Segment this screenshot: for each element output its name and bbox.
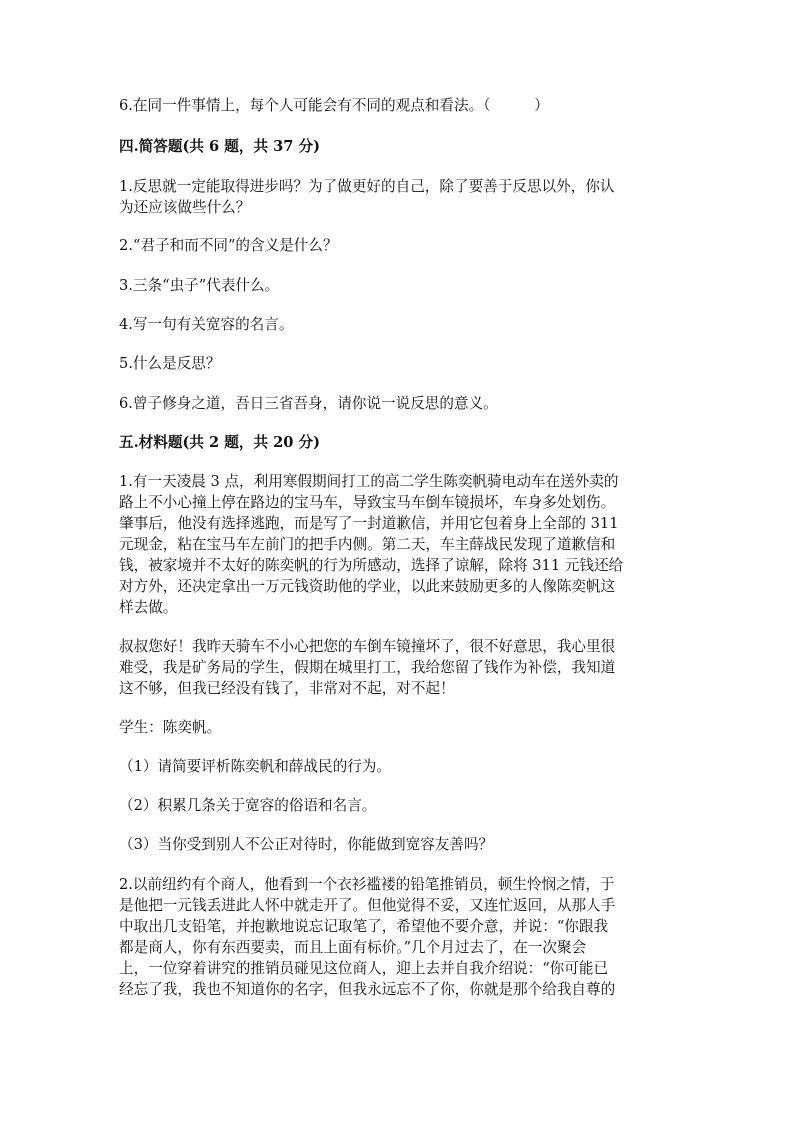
- short-answer-q1-line-1: 1.反思就一定能取得进步吗？为了做更好的自己，除了要善于反思以外，你认: [119, 178, 615, 195]
- material-2-line: 经忘了我，我也不知道你的名字，但我永远忘不了你，你就是那个给我自尊的: [119, 981, 616, 998]
- material-1-subquestion-2: （2）积累几条关于宽容的俗语和名言。: [119, 797, 377, 814]
- material-1-line: 对方外，还决定拿出一万元钱资助他的学业，以此来鼓励更多的人像陈奕帆这: [119, 578, 616, 595]
- apology-letter-line: 叔叔您好！我昨天骑车不小心把您的车倒车镜撞坏了，很不好意思，我心里很: [119, 638, 616, 655]
- section-heading-short-answer: 四.简答题(共 6 题，共 37 分): [119, 138, 321, 155]
- material-2-line: 中取出几支铅笔，并抱歉地说忘记取笔了，希望他不要介意，并说：“你跟我: [119, 918, 609, 935]
- short-answer-q5: 5.什么是反思？: [119, 355, 221, 372]
- short-answer-q6: 6.曾子修身之道，吾日三省吾身，请你说一说反思的意义。: [119, 395, 498, 412]
- short-answer-q1-line-2: 为还应该做些什么？: [119, 199, 251, 216]
- material-1-line: 路上不小心撞上停在路边的宝马车，导致宝马车倒车镜损坏，车身多处划伤。: [119, 494, 616, 511]
- material-1-line: 元现金，粘在宝马车左前门的把手内侧。第二天，车主薛战民发现了道歉信和: [119, 536, 616, 553]
- material-1-line: 肇事后，他没有选择逃跑，而是写了一封道歉信，并用它包着身上全部的 311: [119, 515, 619, 532]
- short-answer-q3: 3.三条“虫子”代表什么。: [119, 277, 280, 294]
- material-1-subquestion-3: （3）当你受到别人不公正对待时，你能做到宽容友善吗？: [119, 836, 494, 853]
- material-2-line: 2.以前纽约有个商人，他看到一个衣衫褴褛的铅笔推销员，顿生怜悯之情，于: [119, 876, 615, 893]
- material-2-line: 都是商人，你有东西要卖，而且上面有标价。”几个月过去了，在一次聚会: [119, 939, 587, 956]
- short-answer-q2: 2.“君子和而不同”的含义是什么？: [119, 237, 338, 254]
- question-true-false-6: 6.在同一件事情上，每个人可能会有不同的观点和看法。（ ）: [119, 97, 549, 114]
- section-heading-material: 五.材料题(共 2 题，共 20 分): [119, 434, 321, 451]
- material-1-line: 钱，被家境并不太好的陈奕帆的行为所感动，选择了谅解，除将 311 元钱还给: [119, 557, 624, 574]
- material-2-line: 上，一位穿着讲究的推销员碰见这位商人，迎上去并自我介绍说：“你可能已: [119, 960, 609, 977]
- material-1-line: 样去做。: [119, 599, 178, 616]
- short-answer-q4: 4.写一句有关宽容的名言。: [119, 316, 294, 333]
- material-1-line: 1.有一天凌晨 3 点，利用寒假期间打工的高二学生陈奕帆骑电动车在送外卖的: [119, 473, 619, 490]
- material-2-line: 是他把一元钱丢进此人怀中就走开了。但他觉得不妥，又连忙返回，从那人手: [119, 897, 616, 914]
- apology-letter-line: 难受，我是矿务局的学生，假期在城里打工，我给您留了钱作为补偿，我知道: [119, 659, 616, 676]
- apology-letter-line: 这不够，但我已经没有钱了，非常对不起，对不起！: [119, 680, 455, 697]
- material-1-subquestion-1: （1）请简要评析陈奕帆和薛战民的行为。: [119, 758, 391, 775]
- letter-signature: 学生：陈奕帆。: [119, 719, 222, 736]
